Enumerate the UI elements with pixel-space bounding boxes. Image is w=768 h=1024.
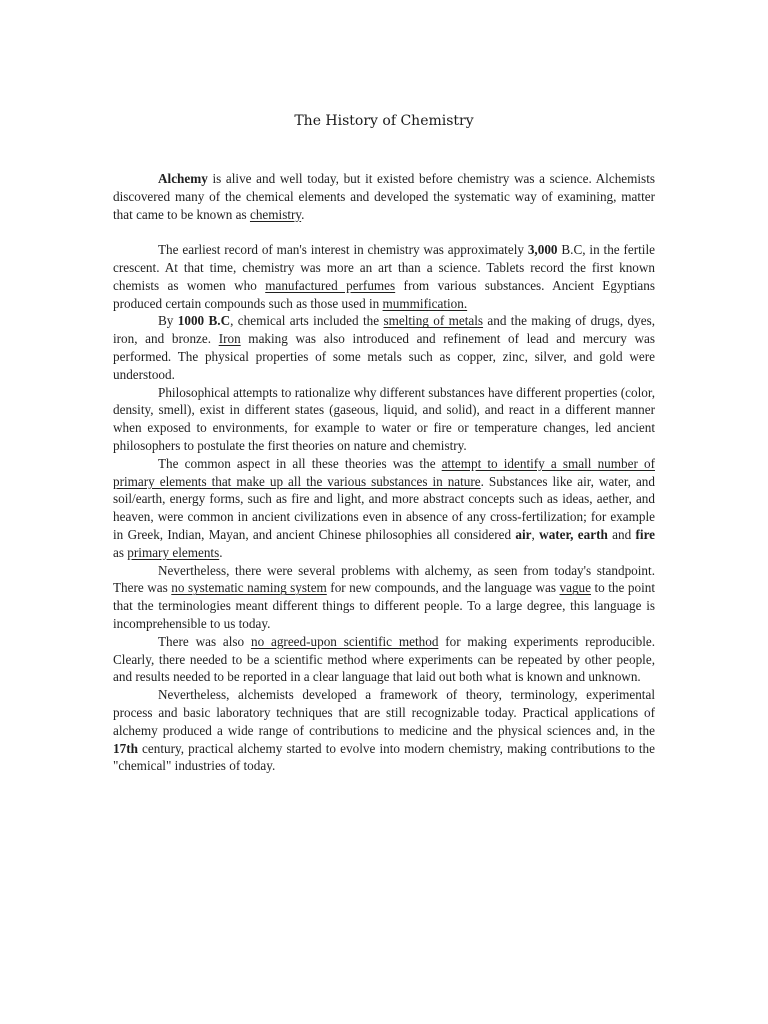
text-span: The common aspect in all these theories was the [158,455,442,471]
text-underlined: no agreed-upon scientific method [250,633,439,649]
text-span: for making experiments reproducible. Clearly, there needed to be a scientific method where experiments can be repeated by other people, and results needed to be reported in a clear language that laid out both what is known and unknown. [113,633,656,685]
text-span: . [219,544,223,560]
paragraph-philosophical [113,384,655,455]
paragraph-alchemy-intro [113,170,655,223]
text-span: for new compounds, and the language was [326,580,560,596]
text-span: is alive and well today, but it existed before chemistry was a science. Alchemists discovered many of the chemical elements and developed the systematic way of examining, matter that came to be known as [113,171,655,222]
text-underlined: vague [559,580,592,596]
text-underlined: primary elements [127,544,220,560]
text-span: By [158,313,178,329]
text-bold: air [515,526,532,542]
text-span: Nevertheless, there were several problems with alchemy, as seen from today's standpoint. There was [113,562,655,596]
text-bold: water, earth [539,526,608,542]
text-span: and the making of drugs, dyes, iron, and bronze. [113,313,656,347]
paragraph-scientific-method [113,633,655,686]
text-span: . Substances like air, water, and soil/earth, energy forms, such as fire and light, and more abstract concepts such as ideas, aether, and heaven, were common in ancient civilizations even in absence of any cross-fertilization; for example in Greek, Indian, Mayan, and ancient Chinese philosophies all considered [113,473,655,542]
text-underlined: Iron [218,331,241,347]
text-span: B.C, in the fertile crescent. At that time, chemistry was more an art than a science. Tablets record the first known chemists as women who [113,242,655,293]
text-span: There was also [158,633,251,649]
text-span: making was also introduced and refinement of lead and mercury was performed. The physical properties of some metals such as copper, zinc, silver, and gold were understood. [113,331,655,382]
text-span: , [531,526,540,542]
text-span: century, practical alchemy started to evolve into modern chemistry, making contributions to the "chemical" industries of today. [113,740,655,774]
text-underlined: smelting of metals [383,313,484,329]
text-span: and [607,526,636,542]
paragraph-common-aspect [113,455,655,562]
text-bold: Alchemy [158,171,208,186]
paragraph-earliest-record [113,241,655,312]
text-underlined: no systematic naming system [171,580,327,596]
text-span: to the point that the terminologies meant different things to different people. To a large degree, this language is incomprehensible to us today. [113,580,655,631]
text-span: Philosophical attempts to rationalize why different substances have different properties (color, density, smell), exist in different states (gaseous, liquid, and solid), and react in a different manner when exposed to environments, for example to water or fire or temperature changes, led ancient philosophers to postulate the first theories on nature and chemistry. [113,384,655,453]
text-span: from various substances. Ancient Egyptians produced certain compounds such as those used in [113,277,656,311]
text-span: Nevertheless, alchemists developed a framework of theory, terminology, experimental process and basic laboratory techniques that are still recognizable today. Practical applications of alchemy produced a wide range of contributions to medicine and the physical sciences and, in the [113,687,655,738]
text-span: as [113,544,128,560]
text-underlined: chemistry [249,206,302,222]
text-underlined: mummification. [382,295,468,311]
text-underlined: attempt to identify a small number of primary elements that make up all the various substances in nature [113,455,655,489]
document-body [113,170,655,775]
text-bold: fire [635,526,656,542]
paragraph-framework [113,686,655,775]
paragraph-1000bc [113,312,655,383]
text-span: , chemical arts included the [230,313,384,329]
text-span: . [301,206,305,222]
text-bold: 1000 B.C [177,313,231,329]
text-span: The earliest record of man's interest in chemistry was approximately [158,242,528,258]
text-bold: 3,000 [527,242,558,258]
paragraph-problems [113,562,655,633]
text-bold: 17th [113,740,138,756]
text-underlined: manufactured perfumes [265,277,396,293]
document-title: The History of Chemistry [294,113,474,129]
